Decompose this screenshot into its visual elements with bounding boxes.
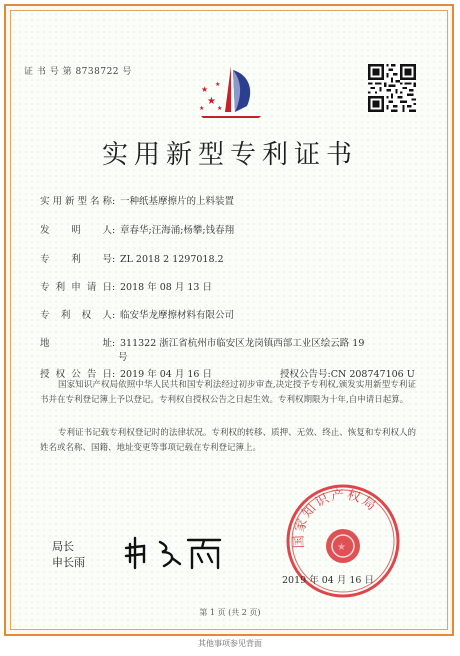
- signatory-name: 申长雨: [52, 556, 85, 569]
- field-label: 实用新型名称: [40, 196, 112, 207]
- field-value: 2019 年 04 月 16 日: [120, 369, 212, 380]
- field-address: 地 址: 311322 浙江省杭州市临安区龙岗镇西部工业区绘云路 19: [40, 335, 364, 349]
- footer-note: 其他事项参见背面: [198, 639, 262, 648]
- svg-text:★: ★: [337, 542, 346, 553]
- field-grant-number: 授权公告号:CN 208747106 U: [280, 369, 415, 380]
- field-inventor: 发 明 人: 章春华;汪海涌;杨攀;钱春翔: [40, 222, 234, 236]
- field-address-continuation: 号: [118, 352, 128, 363]
- field-label: 专利申请日: [40, 282, 112, 293]
- page-indicator: 第 1 页 (共 2 页): [199, 608, 261, 617]
- svg-text:★: ★: [215, 81, 221, 88]
- field-label: 发 明 人: [40, 225, 112, 236]
- field-filing-date: 专利申请日: 2018 年 08 月 13 日: [40, 279, 212, 293]
- field-value: ZL 2018 2 1297018.2: [120, 254, 224, 265]
- seal-text: 国家知识产权局: [291, 487, 380, 549]
- field-value: 章春华;汪海涌;杨攀;钱春翔: [120, 225, 235, 236]
- svg-text:★: ★: [217, 105, 223, 112]
- seal-date: 2019 年 04 月 16 日: [282, 575, 374, 586]
- field-utility-model-name: 实用新型名称: 一种纸基摩擦片的上料装置: [40, 193, 234, 207]
- field-value: 一种纸基摩擦片的上料装置: [120, 196, 235, 207]
- field-value: 2018 年 08 月 13 日: [120, 282, 212, 293]
- field-patentee: 专利权人: 临安华龙摩擦材料有限公司: [40, 307, 234, 321]
- field-label: 地 址: [40, 338, 112, 349]
- certificate-number: 证 书 号 第 8738722 号: [24, 67, 132, 77]
- field-label: 授权公告号: [280, 369, 328, 380]
- certificate-paragraph-grant: 国家知识产权局依照中华人民共和国专利法经过初步审查,决定授予专利权,颁发实用新型专利证书并在专利登记簿上予以登记。专利权自授权公告之日起生效。专利权期限为十年,自申请日起算。: [40, 380, 416, 405]
- handwritten-signature: [122, 532, 232, 572]
- field-value: 临安华龙摩擦材料有限公司: [120, 310, 235, 321]
- signatory-title: 局长: [52, 540, 74, 553]
- field-label: 专 利 号: [40, 254, 112, 265]
- certificate-title: 实用新型专利证书: [101, 140, 358, 170]
- certificate-paragraph-status: 专利证书记载专利权登记时的法律状况。专利权的转移、质押、无效、终止、恢复和专利权人的姓名或名称、国籍、地址变更等事项记载在专利登记簿上。: [40, 428, 416, 453]
- field-grant-date: 授权公告日: 2019 年 04 月 16 日: [40, 366, 212, 380]
- field-value: CN 208747106 U: [330, 369, 415, 380]
- qr-code-icon: [368, 64, 416, 112]
- field-label: 授权公告日: [40, 369, 112, 380]
- field-patent-number: 专 利 号: ZL 2018 2 1297018.2: [40, 251, 224, 265]
- patent-office-emblem-icon: [195, 62, 265, 122]
- field-label: 专利权人: [40, 310, 112, 321]
- svg-text:★: ★: [201, 85, 209, 94]
- svg-text:★: ★: [199, 105, 205, 112]
- field-value: 311322 浙江省杭州市临安区龙岗镇西部工业区绘云路 19: [120, 338, 365, 349]
- svg-text:★: ★: [207, 96, 216, 107]
